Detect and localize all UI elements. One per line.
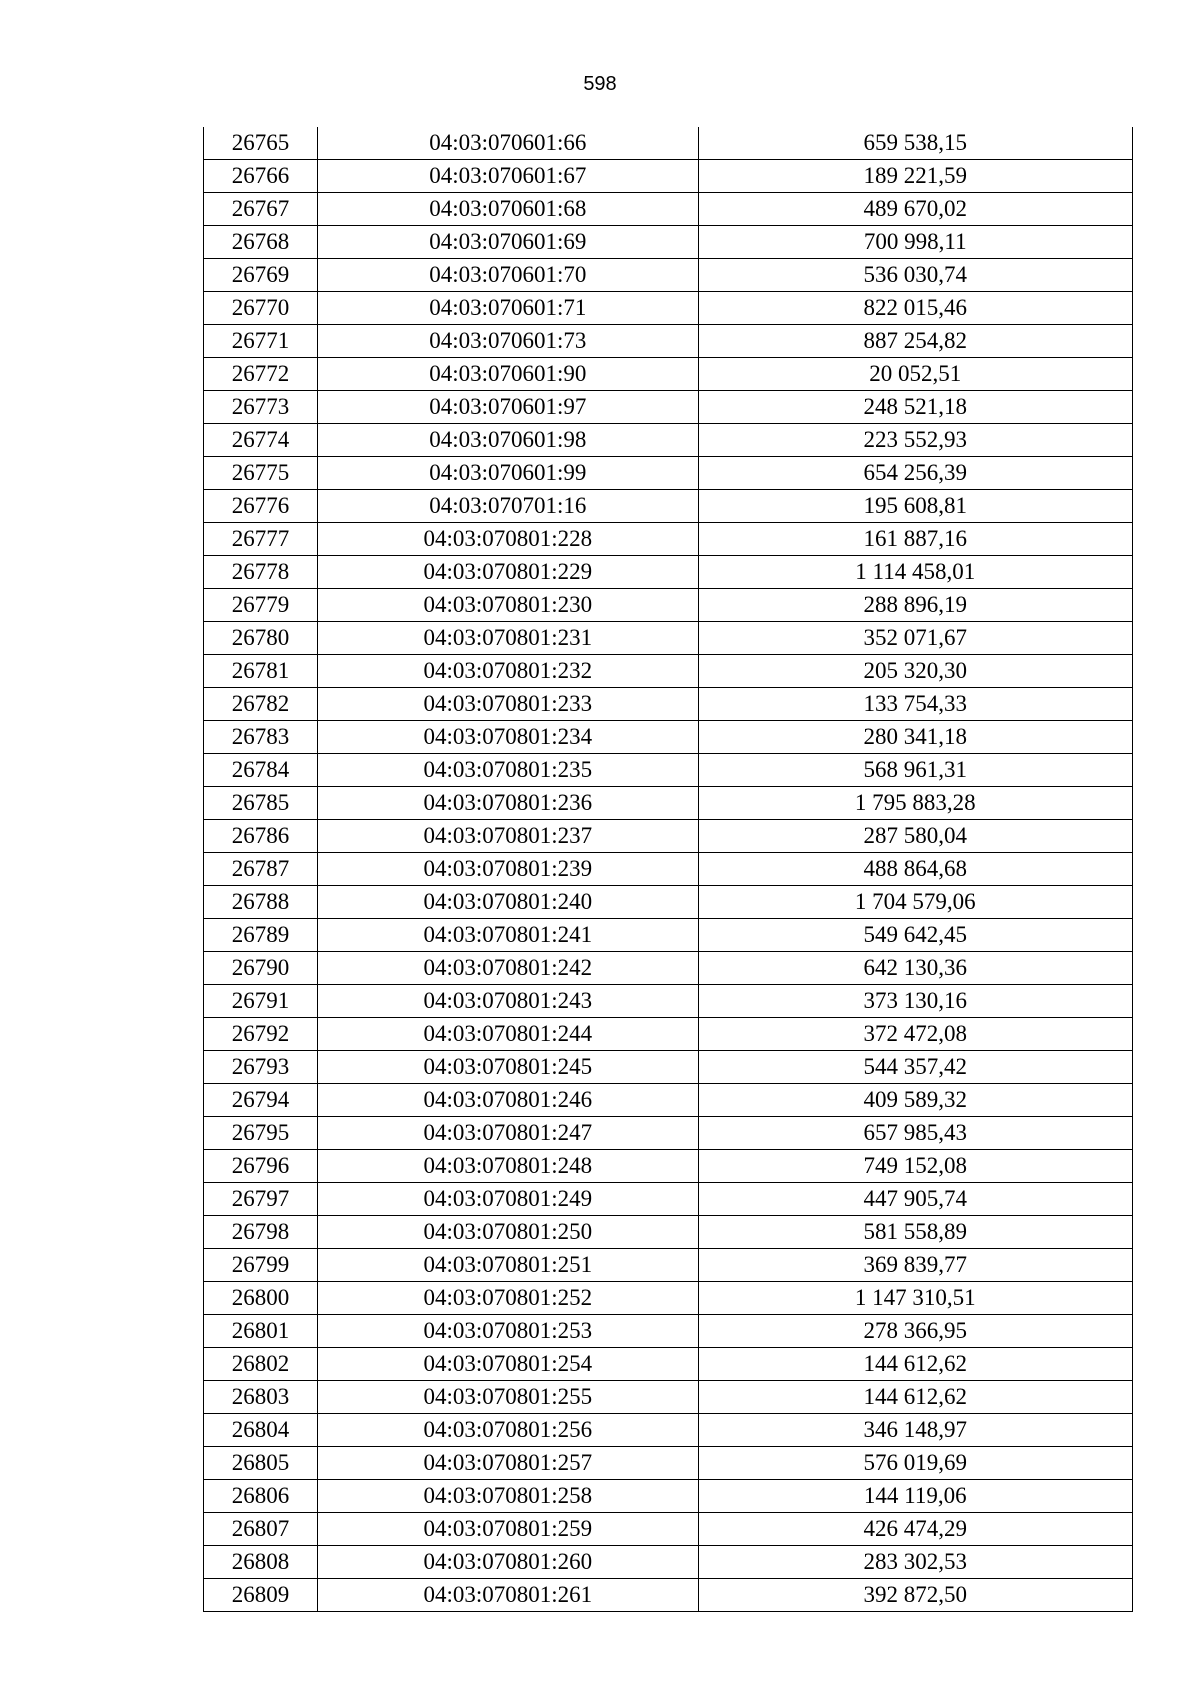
table-row xyxy=(204,1381,1133,1414)
cadastral-value-cell: 352 071,67 xyxy=(698,622,1132,655)
row-number-cell: 26770 xyxy=(204,292,318,325)
cadastral-number-cell: 04:03:070601:98 xyxy=(318,424,698,457)
table-row xyxy=(204,523,1133,556)
cadastral-value-cell: 195 608,81 xyxy=(698,490,1132,523)
row-number-cell: 26766 xyxy=(204,160,318,193)
cadastral-value-cell: 144 612,62 xyxy=(698,1348,1132,1381)
table-row xyxy=(204,952,1133,985)
row-number-cell: 26785 xyxy=(204,787,318,820)
cadastral-number-cell: 04:03:070801:236 xyxy=(318,787,698,820)
row-number-cell: 26775 xyxy=(204,457,318,490)
row-number-cell: 26774 xyxy=(204,424,318,457)
row-number-cell: 26789 xyxy=(204,919,318,952)
cadastral-number-cell: 04:03:070801:259 xyxy=(318,1513,698,1546)
cadastral-number-cell: 04:03:070801:250 xyxy=(318,1216,698,1249)
cadastral-number-cell: 04:03:070801:246 xyxy=(318,1084,698,1117)
row-number-cell: 26805 xyxy=(204,1447,318,1480)
table-row xyxy=(204,985,1133,1018)
row-number-cell: 26783 xyxy=(204,721,318,754)
table-row xyxy=(204,1546,1133,1579)
cadastral-number-cell: 04:03:070801:255 xyxy=(318,1381,698,1414)
row-number-cell: 26802 xyxy=(204,1348,318,1381)
table-row xyxy=(204,1018,1133,1051)
table-row xyxy=(204,820,1133,853)
cadastral-number-cell: 04:03:070801:231 xyxy=(318,622,698,655)
row-number-cell: 26806 xyxy=(204,1480,318,1513)
cadastral-value-cell: 659 538,15 xyxy=(698,127,1132,160)
table-row xyxy=(204,754,1133,787)
cadastral-value-cell: 133 754,33 xyxy=(698,688,1132,721)
table-row xyxy=(204,556,1133,589)
cadastral-number-cell: 04:03:070801:256 xyxy=(318,1414,698,1447)
cadastral-number-cell: 04:03:070801:252 xyxy=(318,1282,698,1315)
cadastral-value-cell: 369 839,77 xyxy=(698,1249,1132,1282)
cadastral-number-cell: 04:03:070801:235 xyxy=(318,754,698,787)
cadastral-number-cell: 04:03:070801:237 xyxy=(318,820,698,853)
cadastral-number-cell: 04:03:070801:258 xyxy=(318,1480,698,1513)
cadastral-value-cell: 373 130,16 xyxy=(698,985,1132,1018)
cadastral-value-cell: 488 864,68 xyxy=(698,853,1132,886)
cadastral-value-cell: 426 474,29 xyxy=(698,1513,1132,1546)
cadastral-number-cell: 04:03:070801:247 xyxy=(318,1117,698,1150)
row-number-cell: 26796 xyxy=(204,1150,318,1183)
cadastral-value-cell: 20 052,51 xyxy=(698,358,1132,391)
table-row xyxy=(204,1084,1133,1117)
row-number-cell: 26777 xyxy=(204,523,318,556)
row-number-cell: 26793 xyxy=(204,1051,318,1084)
cadastral-number-cell: 04:03:070801:251 xyxy=(318,1249,698,1282)
row-number-cell: 26801 xyxy=(204,1315,318,1348)
table-row xyxy=(204,853,1133,886)
cadastral-number-cell: 04:03:070801:254 xyxy=(318,1348,698,1381)
cadastral-number-cell: 04:03:070801:234 xyxy=(318,721,698,754)
cadastral-number-cell: 04:03:070801:239 xyxy=(318,853,698,886)
cadastral-value-cell: 568 961,31 xyxy=(698,754,1132,787)
cadastral-number-cell: 04:03:070701:16 xyxy=(318,490,698,523)
cadastral-value-cell: 161 887,16 xyxy=(698,523,1132,556)
cadastral-number-cell: 04:03:070601:67 xyxy=(318,160,698,193)
cadastral-value-cell: 544 357,42 xyxy=(698,1051,1132,1084)
row-number-cell: 26771 xyxy=(204,325,318,358)
table-row xyxy=(204,589,1133,622)
table-row xyxy=(204,226,1133,259)
cadastral-number-cell: 04:03:070801:248 xyxy=(318,1150,698,1183)
cadastral-number-cell: 04:03:070801:228 xyxy=(318,523,698,556)
cadastral-value-cell: 887 254,82 xyxy=(698,325,1132,358)
cadastral-value-cell: 346 148,97 xyxy=(698,1414,1132,1447)
cadastral-number-cell: 04:03:070801:260 xyxy=(318,1546,698,1579)
cadastral-number-cell: 04:03:070601:90 xyxy=(318,358,698,391)
table-row xyxy=(204,688,1133,721)
table-row xyxy=(204,160,1133,193)
row-number-cell: 26800 xyxy=(204,1282,318,1315)
cadastral-number-cell: 04:03:070801:242 xyxy=(318,952,698,985)
table-row xyxy=(204,1447,1133,1480)
cadastral-number-cell: 04:03:070601:71 xyxy=(318,292,698,325)
row-number-cell: 26809 xyxy=(204,1579,318,1612)
cadastral-value-cell: 288 896,19 xyxy=(698,589,1132,622)
cadastral-value-cell: 576 019,69 xyxy=(698,1447,1132,1480)
cadastral-value-cell: 581 558,89 xyxy=(698,1216,1132,1249)
table-row xyxy=(204,1183,1133,1216)
cadastral-value-cell: 1 795 883,28 xyxy=(698,787,1132,820)
cadastral-value-cell: 1 147 310,51 xyxy=(698,1282,1132,1315)
cadastral-value-cell: 822 015,46 xyxy=(698,292,1132,325)
row-number-cell: 26799 xyxy=(204,1249,318,1282)
table-row xyxy=(204,1051,1133,1084)
cadastral-number-cell: 04:03:070601:70 xyxy=(318,259,698,292)
table-row xyxy=(204,1150,1133,1183)
cadastral-number-cell: 04:03:070801:245 xyxy=(318,1051,698,1084)
row-number-cell: 26782 xyxy=(204,688,318,721)
cadastral-number-cell: 04:03:070801:249 xyxy=(318,1183,698,1216)
row-number-cell: 26795 xyxy=(204,1117,318,1150)
table-row xyxy=(204,1579,1133,1612)
table-row xyxy=(204,1117,1133,1150)
table-row xyxy=(204,1348,1133,1381)
cadastral-value-cell: 189 221,59 xyxy=(698,160,1132,193)
cadastral-number-cell: 04:03:070801:244 xyxy=(318,1018,698,1051)
cadastral-value-cell: 283 302,53 xyxy=(698,1546,1132,1579)
table-row xyxy=(204,721,1133,754)
row-number-cell: 26794 xyxy=(204,1084,318,1117)
cadastral-value-cell: 654 256,39 xyxy=(698,457,1132,490)
table-row xyxy=(204,1480,1133,1513)
cadastral-number-cell: 04:03:070601:68 xyxy=(318,193,698,226)
cadastral-number-cell: 04:03:070601:99 xyxy=(318,457,698,490)
cadastral-value-cell: 144 119,06 xyxy=(698,1480,1132,1513)
row-number-cell: 26784 xyxy=(204,754,318,787)
table-body xyxy=(204,127,1133,1612)
row-number-cell: 26804 xyxy=(204,1414,318,1447)
cadastral-number-cell: 04:03:070801:241 xyxy=(318,919,698,952)
row-number-cell: 26808 xyxy=(204,1546,318,1579)
row-number-cell: 26779 xyxy=(204,589,318,622)
cadastral-value-cell: 700 998,11 xyxy=(698,226,1132,259)
cadastral-number-cell: 04:03:070801:232 xyxy=(318,655,698,688)
cadastral-value-cell: 205 320,30 xyxy=(698,655,1132,688)
cadastral-value-cell: 536 030,74 xyxy=(698,259,1132,292)
cadastral-value-table xyxy=(203,127,1133,1612)
table-row xyxy=(204,424,1133,457)
cadastral-number-cell: 04:03:070801:233 xyxy=(318,688,698,721)
table-row xyxy=(204,127,1133,160)
cadastral-value-cell: 144 612,62 xyxy=(698,1381,1132,1414)
table-row xyxy=(204,259,1133,292)
cadastral-value-cell: 1 704 579,06 xyxy=(698,886,1132,919)
row-number-cell: 26778 xyxy=(204,556,318,589)
row-number-cell: 26790 xyxy=(204,952,318,985)
cadastral-value-cell: 372 472,08 xyxy=(698,1018,1132,1051)
row-number-cell: 26788 xyxy=(204,886,318,919)
cadastral-number-cell: 04:03:070801:257 xyxy=(318,1447,698,1480)
cadastral-number-cell: 04:03:070601:69 xyxy=(318,226,698,259)
cadastral-number-cell: 04:03:070801:261 xyxy=(318,1579,698,1612)
cadastral-value-cell: 392 872,50 xyxy=(698,1579,1132,1612)
row-number-cell: 26781 xyxy=(204,655,318,688)
cadastral-number-cell: 04:03:070601:73 xyxy=(318,325,698,358)
cadastral-value-cell: 749 152,08 xyxy=(698,1150,1132,1183)
row-number-cell: 26767 xyxy=(204,193,318,226)
cadastral-value-cell: 1 114 458,01 xyxy=(698,556,1132,589)
row-number-cell: 26787 xyxy=(204,853,318,886)
table-row xyxy=(204,490,1133,523)
table-row xyxy=(204,886,1133,919)
table-row xyxy=(204,1282,1133,1315)
cadastral-number-cell: 04:03:070601:66 xyxy=(318,127,698,160)
page-number: 598 xyxy=(583,73,617,95)
table-row xyxy=(204,787,1133,820)
cadastral-number-cell: 04:03:070601:97 xyxy=(318,391,698,424)
table-row xyxy=(204,655,1133,688)
row-number-cell: 26786 xyxy=(204,820,318,853)
cadastral-number-cell: 04:03:070801:240 xyxy=(318,886,698,919)
table-row xyxy=(204,919,1133,952)
row-number-cell: 26803 xyxy=(204,1381,318,1414)
table-row xyxy=(204,193,1133,226)
row-number-cell: 26792 xyxy=(204,1018,318,1051)
cadastral-value-cell: 489 670,02 xyxy=(698,193,1132,226)
cadastral-value-cell: 280 341,18 xyxy=(698,721,1132,754)
table-row xyxy=(204,292,1133,325)
table-row xyxy=(204,1249,1133,1282)
table-row xyxy=(204,1216,1133,1249)
row-number-cell: 26780 xyxy=(204,622,318,655)
row-number-cell: 26807 xyxy=(204,1513,318,1546)
table-row xyxy=(204,622,1133,655)
row-number-cell: 26791 xyxy=(204,985,318,1018)
cadastral-value-cell: 278 366,95 xyxy=(698,1315,1132,1348)
cadastral-value-cell: 642 130,36 xyxy=(698,952,1132,985)
table-row xyxy=(204,358,1133,391)
cadastral-value-cell: 549 642,45 xyxy=(698,919,1132,952)
cadastral-value-cell: 287 580,04 xyxy=(698,820,1132,853)
cadastral-value-cell: 447 905,74 xyxy=(698,1183,1132,1216)
row-number-cell: 26772 xyxy=(204,358,318,391)
cadastral-value-cell: 223 552,93 xyxy=(698,424,1132,457)
cadastral-number-cell: 04:03:070801:229 xyxy=(318,556,698,589)
table-row xyxy=(204,325,1133,358)
row-number-cell: 26768 xyxy=(204,226,318,259)
row-number-cell: 26773 xyxy=(204,391,318,424)
table-row xyxy=(204,1513,1133,1546)
table-row xyxy=(204,391,1133,424)
row-number-cell: 26769 xyxy=(204,259,318,292)
table-row xyxy=(204,1315,1133,1348)
table-row xyxy=(204,457,1133,490)
row-number-cell: 26776 xyxy=(204,490,318,523)
table-row xyxy=(204,1414,1133,1447)
cadastral-number-cell: 04:03:070801:230 xyxy=(318,589,698,622)
cadastral-value-cell: 248 521,18 xyxy=(698,391,1132,424)
row-number-cell: 26765 xyxy=(204,127,318,160)
cadastral-value-cell: 409 589,32 xyxy=(698,1084,1132,1117)
cadastral-value-cell: 657 985,43 xyxy=(698,1117,1132,1150)
cadastral-number-cell: 04:03:070801:253 xyxy=(318,1315,698,1348)
row-number-cell: 26798 xyxy=(204,1216,318,1249)
row-number-cell: 26797 xyxy=(204,1183,318,1216)
cadastral-number-cell: 04:03:070801:243 xyxy=(318,985,698,1018)
